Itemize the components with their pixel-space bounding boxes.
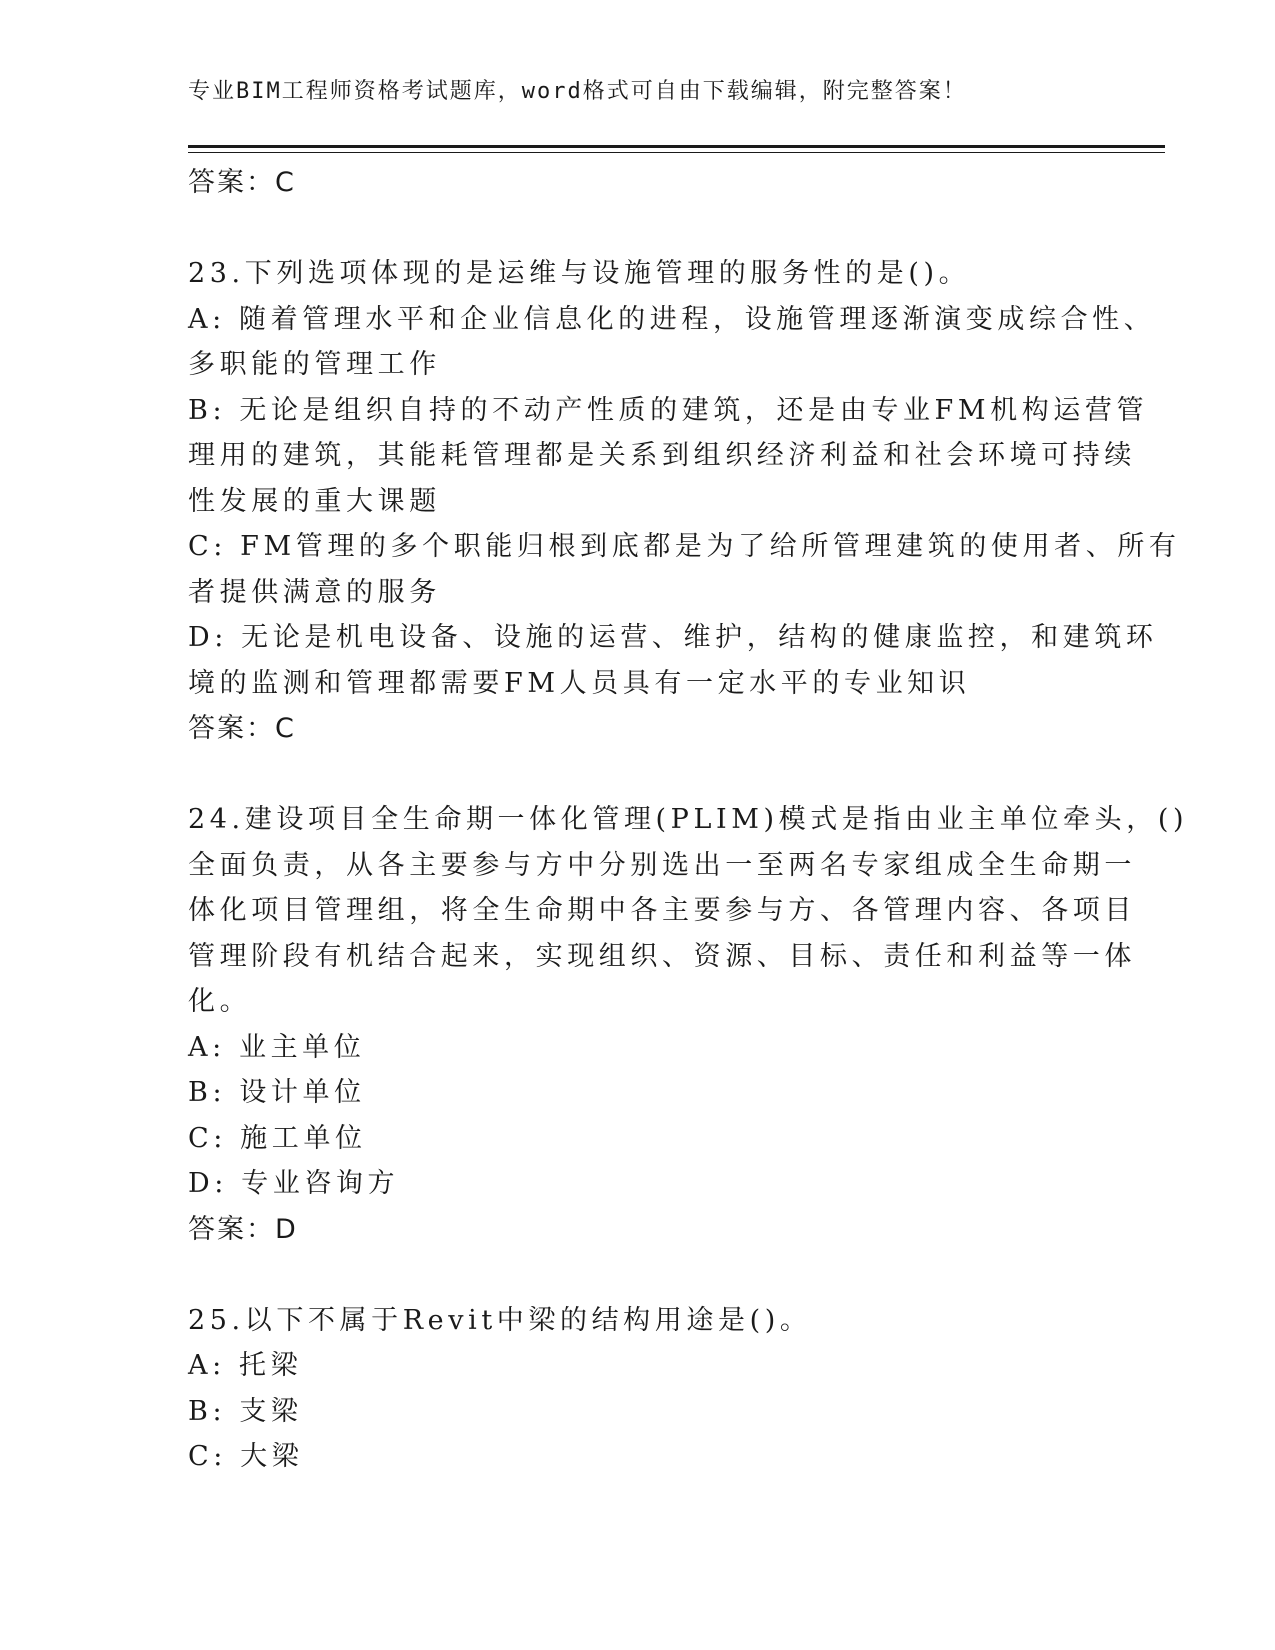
question-stem-line: 23.下列选项体现的是运维与设施管理的服务性的是()。 [188,258,971,289]
header-rule-thick [188,145,1165,148]
option-line: C: 大梁 [188,1441,304,1472]
option-line: A: 随着管理水平和企业信息化的进程，设施管理逐渐演变成综合性、 [188,303,1156,335]
question-stem-line: 体化项目管理组，将全生命期中各主要参与方、各管理内容、各项目 [188,895,1136,926]
answer-line: 答案：C [188,713,296,744]
spacer [188,752,1088,798]
option-line: B: 设计单位 [188,1077,366,1108]
answer-line: 答案：D [188,1213,298,1245]
page-header: 专业BIM工程师资格考试题库，word格式可自由下载编辑，附完整答案！ [188,79,967,104]
option-line: 多职能的管理工作 [188,349,441,380]
question-stem-line: 25.以下不属于Revit中梁的结构用途是()。 [188,1304,812,1336]
question-stem-line: 化。 [188,986,252,1017]
option-line: A: 业主单位 [188,1031,366,1063]
option-line: B: 无论是组织自持的不动产性质的建筑，还是由专业FM机构运营管 [188,394,1149,426]
option-line: 境的监测和管理都需要FM人员具有一定水平的专业知识 [188,667,971,699]
question-stem-line: 全面负责，从各主要参与方中分别选出一至两名专家组成全生命期一 [188,849,1136,881]
spacer [188,1252,1088,1298]
question-list [188,251,1189,1480]
previous-answer: 答案：C [188,167,296,198]
question-block [188,1298,1088,1480]
option-line: 者提供满意的服务 [188,576,441,608]
question-block [188,797,1189,1298]
question-stem-line: 24.建设项目全生命期一体化管理(PLIM)模式是指由业主单位牵头，() [188,804,1189,835]
option-line: D: 专业咨询方 [188,1168,400,1199]
question-stem-line: 管理阶段有机结合起来，实现组织、资源、目标、责任和利益等一体 [188,940,1136,972]
option-line: 理用的建筑，其能耗管理都是关系到组织经济利益和社会环境可持续 [188,440,1136,471]
option-line: C: 施工单位 [188,1122,367,1154]
spacer [188,206,1088,252]
option-line: C: FM管理的多个职能归根到底都是为了给所管理建筑的使用者、所有 [188,531,1181,562]
option-line: B: 支梁 [188,1395,303,1427]
option-line: D: 无论是机电设备、设施的运营、维护，结构的健康监控，和建筑环 [188,622,1158,653]
option-line: 性发展的重大课题 [188,485,441,517]
page-content [188,160,1189,1480]
header-rule-thin [188,152,1165,153]
option-line: A: 托梁 [188,1350,303,1381]
question-block [188,251,1181,797]
